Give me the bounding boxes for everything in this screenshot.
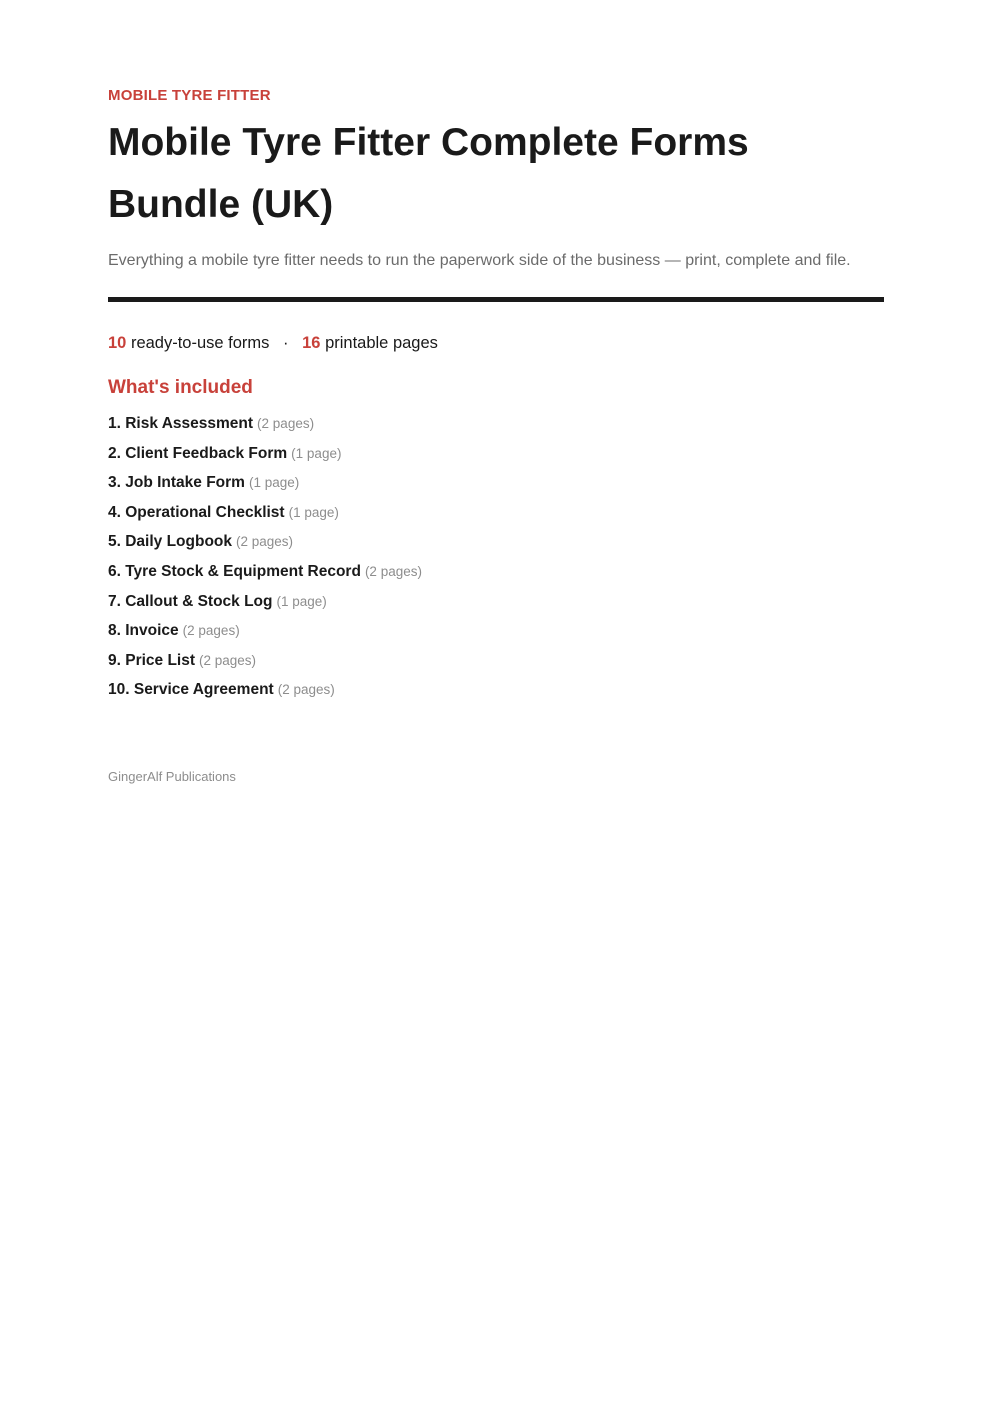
included-heading: What's included — [108, 377, 253, 398]
page-subtitle: Everything a mobile tyre fitter needs to run the paperwork side of the business — print, complete and file. — [108, 252, 851, 269]
pages-count: 16 — [302, 334, 321, 352]
list-item — [108, 559, 422, 589]
bundle-stats — [108, 331, 438, 355]
form-name: 8. Invoice — [108, 622, 179, 640]
form-page-count: (1 page) — [288, 504, 339, 520]
list-item — [108, 648, 422, 678]
list-item — [108, 500, 422, 530]
form-page-count: (1 page) — [291, 445, 342, 461]
form-page-count: (2 pages) — [236, 534, 294, 550]
form-name: 1. Risk Assessment — [108, 415, 254, 432]
form-name: 2. Client Feedback Form — [108, 444, 288, 462]
form-page-count: (2 pages) — [364, 563, 422, 579]
list-item — [108, 618, 422, 648]
title-divider — [108, 297, 884, 302]
form-page-count: (2 pages) — [182, 623, 240, 639]
included-forms-list — [108, 411, 422, 707]
category-eyebrow: MOBILE TYRE FITTER — [108, 87, 271, 104]
list-item — [108, 529, 422, 559]
page-title: Mobile Tyre Fitter Complete Forms Bundle (UK) — [108, 121, 749, 226]
form-page-count: (2 pages) — [277, 682, 335, 698]
form-name: 10. Service Agreement — [108, 681, 274, 699]
list-item — [108, 411, 422, 441]
form-name: 3. Job Intake Form — [108, 474, 245, 492]
form-page-count: (2 pages) — [199, 652, 257, 668]
publisher-footer: GingerAlf Publications — [108, 769, 236, 784]
form-name: 4. Operational Checklist — [108, 503, 285, 521]
form-page-count: (1 page) — [276, 593, 327, 609]
forms-label: ready-to-use forms — [130, 334, 270, 352]
list-item — [108, 589, 422, 619]
forms-count: 10 — [108, 334, 127, 352]
form-page-count: (1 page) — [248, 475, 300, 491]
stats-separator: · — [283, 334, 289, 352]
form-name: 9. Price List — [108, 651, 196, 669]
form-name: 6. Tyre Stock & Equipment Record — [108, 562, 361, 580]
pages-label: printable pages — [325, 334, 438, 352]
form-name: 7. Callout & Stock Log — [108, 592, 273, 610]
list-item — [108, 441, 422, 471]
list-item — [108, 470, 422, 500]
form-name: 5. Daily Logbook — [108, 533, 233, 551]
list-item — [108, 677, 422, 707]
form-page-count: (2 pages) — [257, 416, 315, 431]
